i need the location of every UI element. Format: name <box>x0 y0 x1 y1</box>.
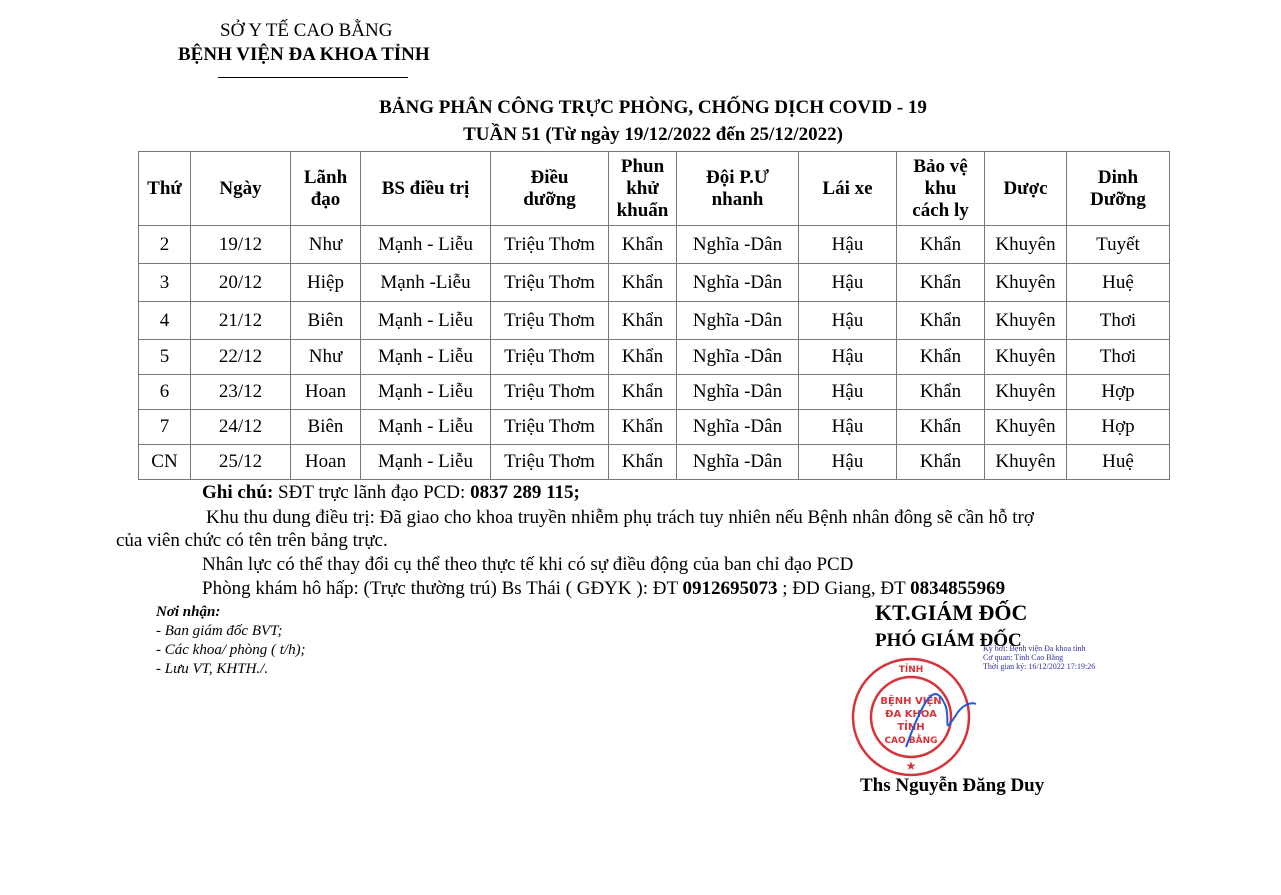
table-cell: Hậu <box>799 375 897 410</box>
table-cell: Hoan <box>291 375 361 410</box>
digital-signature-info <box>983 644 1095 671</box>
table-row <box>139 410 1170 445</box>
signature-title: KT.GIÁM ĐỐC <box>875 600 1028 625</box>
table-cell: Như <box>291 340 361 375</box>
table-cell: Khuyên <box>985 264 1067 302</box>
table-cell: Hợp <box>1067 375 1170 410</box>
table-cell: Hậu <box>799 302 897 340</box>
column-header <box>291 152 361 226</box>
table-cell: Khẩn <box>897 445 985 480</box>
table-row <box>139 226 1170 264</box>
note-clinic-phone2: 0834855969 <box>910 578 1006 599</box>
table-row <box>139 340 1170 375</box>
column-header-line: Điều <box>530 166 569 188</box>
column-header <box>491 152 609 226</box>
note-label: Ghi chú: <box>202 482 274 503</box>
table-cell: Huệ <box>1067 445 1170 480</box>
table-row <box>139 302 1170 340</box>
duty-roster-table <box>138 151 1170 480</box>
table-cell: Khuyên <box>985 410 1067 445</box>
table-cell: Hợp <box>1067 410 1170 445</box>
column-header <box>799 152 897 226</box>
table-cell: Tuyết <box>1067 226 1170 264</box>
note-clinic <box>202 577 1005 600</box>
column-header-line: khuẩn <box>616 199 669 221</box>
table-cell: Khẩn <box>609 375 677 410</box>
table-cell: Thơi <box>1067 340 1170 375</box>
svg-text:CAO BẰNG: CAO BẰNG <box>884 736 938 746</box>
table-cell: Thơi <box>1067 302 1170 340</box>
table-cell: Khuyên <box>985 340 1067 375</box>
table-cell: 23/12 <box>191 375 291 410</box>
column-header-line: Bảo vệ <box>913 155 968 177</box>
table-cell: Nghĩa -Dân <box>677 264 799 302</box>
column-header <box>191 152 291 226</box>
table-cell: Khuyên <box>985 226 1067 264</box>
header-underline <box>218 77 408 78</box>
table-cell: Mạnh -Liễu <box>361 264 491 302</box>
table-cell: Khẩn <box>897 410 985 445</box>
column-header-line: nhanh <box>711 188 764 210</box>
table-cell: Nghĩa -Dân <box>677 302 799 340</box>
column-header-line: Ngày <box>219 177 262 199</box>
column-header-line: đạo <box>310 188 341 210</box>
table-header-row <box>139 152 1170 226</box>
column-header-line: Lái xe <box>822 177 873 199</box>
table-cell: 20/12 <box>191 264 291 302</box>
svg-text:BỆNH VIỆN: BỆNH VIỆN <box>880 696 942 707</box>
table-cell: Khẩn <box>609 410 677 445</box>
column-header <box>677 152 799 226</box>
table-cell: Như <box>291 226 361 264</box>
table-cell: Hậu <box>799 340 897 375</box>
table-cell: Mạnh - Liễu <box>361 340 491 375</box>
table-cell: Triệu Thơm <box>491 410 609 445</box>
column-header <box>139 152 191 226</box>
table-cell: Hoan <box>291 445 361 480</box>
table-cell: Biên <box>291 302 361 340</box>
table-row <box>139 445 1170 480</box>
note-treatment-line1: Khu thu dung điều trị: Đã giao cho khoa truyền nhiễm phụ trách tuy nhiên nếu Bệnh nhân đông sẽ cần hỗ trợ <box>206 507 1034 528</box>
table-cell: Triệu Thơm <box>491 445 609 480</box>
column-header-line: Lãnh <box>303 166 348 188</box>
note-clinic-phone1: 0912695073 <box>682 578 778 599</box>
org-name: BỆNH VIỆN ĐA KHOA TỈNH <box>178 44 430 65</box>
table-cell: Khuyên <box>985 302 1067 340</box>
table-cell: Khẩn <box>609 226 677 264</box>
column-header-line: Dưỡng <box>1090 188 1146 210</box>
table-cell: Mạnh - Liễu <box>361 375 491 410</box>
note-staffing: Nhân lực có thể thay đổi cụ thể theo thực tế khi có sự điều động của ban chỉ đạo PCD <box>202 554 854 575</box>
table-row <box>139 264 1170 302</box>
table-cell: Khẩn <box>609 302 677 340</box>
svg-text:TỈNH: TỈNH <box>897 722 925 733</box>
digital-time: Thời gian ký: 16/12/2022 17:19:26 <box>983 662 1096 671</box>
signer-name: Ths Nguyễn Đăng Duy <box>860 775 1045 796</box>
note-clinic-text: Phòng khám hô hấp: (Trực thường trú) Bs Thái ( GĐYK ): ĐT <box>202 578 683 599</box>
column-header-line: Đội P.Ư <box>706 166 769 188</box>
table-cell: CN <box>139 445 191 480</box>
column-header-line: dưỡng <box>523 188 576 210</box>
recipient-item: - Lưu VT, KHTH./. <box>156 661 269 677</box>
table-cell: Triệu Thơm <box>491 226 609 264</box>
table-row <box>139 375 1170 410</box>
table-cell: Khẩn <box>609 264 677 302</box>
note-hotline-text: SĐT trực lãnh đạo PCD: <box>273 482 471 503</box>
table-cell: Triệu Thơm <box>491 340 609 375</box>
org-parent: SỞ Y TẾ CAO BẰNG <box>220 20 393 41</box>
table-cell: 21/12 <box>191 302 291 340</box>
table-cell: Khẩn <box>609 445 677 480</box>
table-cell: Nghĩa -Dân <box>677 410 799 445</box>
digital-org: Cơ quan: Tỉnh Cao Bằng <box>983 653 1064 662</box>
table-cell: 4 <box>139 302 191 340</box>
table-cell: Khuyên <box>985 445 1067 480</box>
note-treatment-line2: của viên chức có tên trên bảng trực. <box>116 530 388 551</box>
table-cell: Khẩn <box>609 340 677 375</box>
table-cell: Khuyên <box>985 375 1067 410</box>
table-cell: Khẩn <box>897 340 985 375</box>
table-cell: Triệu Thơm <box>491 264 609 302</box>
table-cell: Khẩn <box>897 302 985 340</box>
table-cell: Triệu Thơm <box>491 375 609 410</box>
column-header-line: BS điều trị <box>381 177 470 199</box>
column-header <box>985 152 1067 226</box>
table-cell: Mạnh - Liễu <box>361 226 491 264</box>
document-subtitle: TUẦN 51 (Từ ngày 19/12/2022 đến 25/12/2022) <box>463 124 843 145</box>
table-cell: Mạnh - Liễu <box>361 410 491 445</box>
table-cell: 25/12 <box>191 445 291 480</box>
table-cell: 5 <box>139 340 191 375</box>
column-header-line: Dinh <box>1097 166 1139 188</box>
column-header-line: Thứ <box>147 177 182 199</box>
table-cell: Hậu <box>799 264 897 302</box>
table-cell: Hậu <box>799 410 897 445</box>
column-header-line: khu <box>924 177 957 199</box>
table-cell: 7 <box>139 410 191 445</box>
table-cell: Triệu Thơm <box>491 302 609 340</box>
table-cell: Hậu <box>799 226 897 264</box>
column-header <box>609 152 677 226</box>
digital-signer: Ký bởi: Bệnh viện Đa khoa tỉnh <box>983 644 1086 653</box>
table-cell: Nghĩa -Dân <box>677 226 799 264</box>
table-cell: 3 <box>139 264 191 302</box>
table-cell: 19/12 <box>191 226 291 264</box>
column-header <box>897 152 985 226</box>
table-cell: Mạnh - Liễu <box>361 445 491 480</box>
column-header <box>1067 152 1170 226</box>
svg-text:TỈNH: TỈNH <box>898 665 924 675</box>
signature-subtitle: PHÓ GIÁM ĐỐC <box>875 630 1022 651</box>
column-header <box>361 152 491 226</box>
note-hotline <box>202 481 580 504</box>
table-cell: 24/12 <box>191 410 291 445</box>
table-cell: Hiệp <box>291 264 361 302</box>
table-cell: Khẩn <box>897 375 985 410</box>
table-cell: Nghĩa -Dân <box>677 445 799 480</box>
note-clinic-mid: ; ĐD Giang, ĐT <box>777 578 911 599</box>
column-header-line: cách ly <box>912 199 969 221</box>
table-cell: Nghĩa -Dân <box>677 375 799 410</box>
column-header-line: Phun <box>620 155 665 177</box>
table-cell: Huệ <box>1067 264 1170 302</box>
table-cell: 22/12 <box>191 340 291 375</box>
table-cell: 2 <box>139 226 191 264</box>
table-cell: Khẩn <box>897 264 985 302</box>
column-header-line: Dược <box>1003 177 1048 199</box>
document-title: BẢNG PHÂN CÔNG TRỰC PHÒNG, CHỐNG DỊCH COVID - 19 <box>379 97 927 118</box>
recipients-title: Nơi nhận: <box>156 604 221 620</box>
table-cell: Khẩn <box>897 226 985 264</box>
hospital-seal <box>846 652 976 782</box>
table-cell: Biên <box>291 410 361 445</box>
table-cell: Mạnh - Liễu <box>361 302 491 340</box>
table-cell: Nghĩa -Dân <box>677 340 799 375</box>
svg-text:ĐA KHOA: ĐA KHOA <box>885 709 937 720</box>
table-cell: Hậu <box>799 445 897 480</box>
recipient-item: - Các khoa/ phòng ( t/h); <box>156 642 306 658</box>
table-cell: 6 <box>139 375 191 410</box>
column-header-line: khử <box>626 177 659 199</box>
recipient-item: - Ban giám đốc BVT; <box>156 623 283 639</box>
svg-text:★: ★ <box>905 759 917 773</box>
note-hotline-number: 0837 289 115; <box>470 482 580 503</box>
